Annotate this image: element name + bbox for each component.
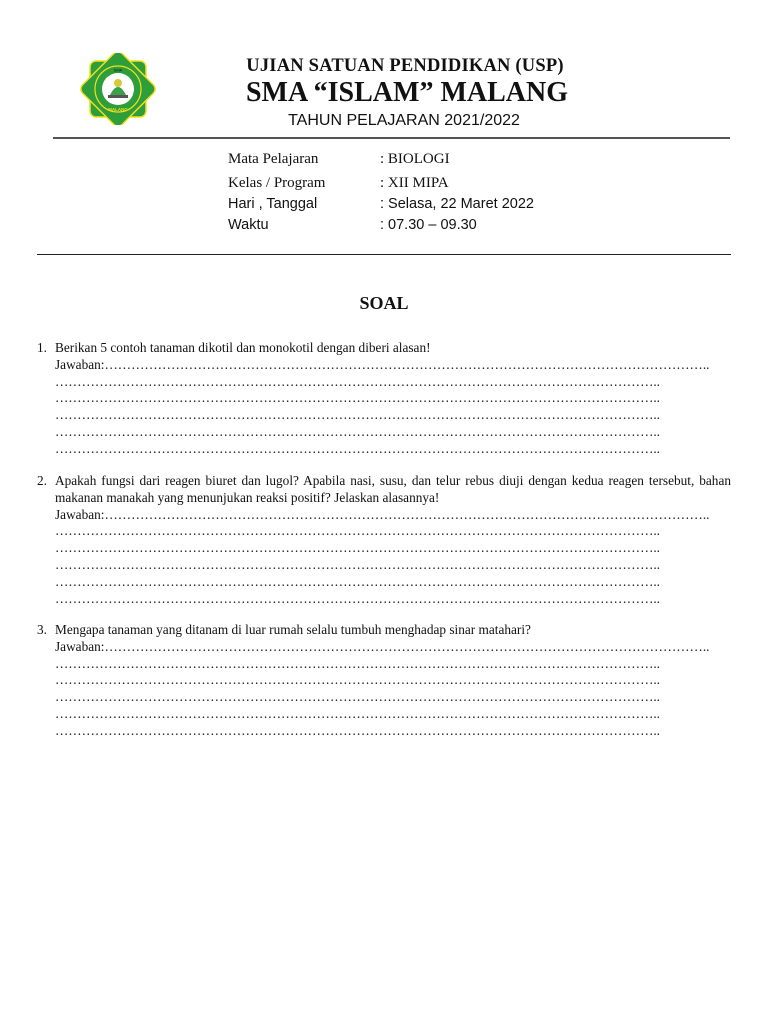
info-label: Hari , Tanggal (228, 196, 318, 212)
answer-line[interactable]: ……………………………………………………………………………………………………………………….. (55, 523, 661, 539)
answer-label: Jawaban: (55, 506, 105, 522)
question-number: 3. (37, 622, 47, 637)
info-row-time (228, 217, 477, 233)
school-name: SMA “ISLAM” MALANG (245, 77, 568, 108)
school-logo-icon (78, 53, 158, 125)
answer-label: Jawaban: (55, 356, 105, 372)
info-divider (37, 254, 731, 255)
info-row-class (228, 175, 449, 192)
info-label: Mata Pelajaran (228, 151, 319, 167)
academic-year: TAHUN PELAJARAN 2021/2022 (288, 112, 520, 129)
answer-label: Jawaban: (55, 638, 105, 654)
answer-line[interactable]: ……………………………………………………………………………………………………………………….. (55, 440, 661, 456)
question-text: Apakah fungsi dari reagen biuret dan lugol? Apabila nasi, susu, dan telur rebus diuji dengan kedua reagen tersebut, bahan makanan manakah yang menunjukan reaksi positif? Jelaskan alasannya! (55, 473, 731, 505)
info-value: : XII MIPA (380, 175, 449, 191)
answer-line[interactable]: ……………………………………………………………………………………………………………………….. (55, 540, 661, 556)
info-label: Kelas / Program (228, 175, 326, 191)
answer-line-first[interactable] (55, 639, 731, 656)
answer-line[interactable]: ……………………………………………………………………………………………………………………….. (55, 556, 661, 572)
answer-line-first[interactable] (55, 507, 731, 524)
answer-dots: ……………………………………………………………………………………………………………………….. (104, 638, 710, 654)
answer-dots: ……………………………………………………………………………………………………………………….. (104, 356, 710, 372)
exam-title: UJIAN SATUAN PENDIDIKAN (USP) (246, 56, 564, 76)
answer-line[interactable]: ……………………………………………………………………………………………………………………….. (55, 573, 661, 589)
logo-label-bottom: MALANG (108, 107, 128, 112)
info-row-date (228, 196, 534, 212)
question-number: 1. (37, 340, 47, 355)
section-title: SOAL (359, 293, 409, 313)
answer-line[interactable]: ……………………………………………………………………………………………………………………….. (55, 373, 661, 389)
answer-line[interactable]: ……………………………………………………………………………………………………………………….. (55, 390, 661, 406)
question-3 (37, 622, 731, 740)
answer-line[interactable]: ……………………………………………………………………………………………………………………….. (55, 689, 661, 705)
answer-line[interactable]: ……………………………………………………………………………………………………………………….. (55, 672, 661, 688)
info-label: Waktu (228, 217, 269, 233)
answer-line[interactable]: ……………………………………………………………………………………………………………………….. (55, 655, 661, 671)
answer-line[interactable]: ……………………………………………………………………………………………………………………….. (55, 722, 661, 738)
info-value: : Selasa, 22 Maret 2022 (380, 196, 534, 212)
header-divider (53, 137, 730, 139)
question-number: 2. (37, 473, 47, 488)
answer-line[interactable]: ……………………………………………………………………………………………………………………….. (55, 590, 661, 606)
info-row-subject (228, 151, 450, 168)
answer-line[interactable]: ……………………………………………………………………………………………………………………….. (55, 407, 661, 423)
question-text: Berikan 5 contoh tanaman dikotil dan monokotil dengan diberi alasan! (55, 340, 431, 355)
info-value: : 07.30 – 09.30 (380, 217, 477, 233)
logo-label-small: SMA (113, 67, 123, 73)
question-2 (37, 473, 731, 607)
info-value: : BIOLOGI (380, 151, 450, 167)
answer-line-first[interactable] (55, 357, 731, 374)
question-text: Mengapa tanaman yang ditanam di luar rumah selalu tumbuh menghadap sinar matahari? (55, 622, 531, 637)
answer-dots: ……………………………………………………………………………………………………………………….. (104, 506, 710, 522)
answer-line[interactable]: ……………………………………………………………………………………………………………………….. (55, 423, 661, 439)
question-1 (37, 340, 731, 458)
answer-line[interactable]: ……………………………………………………………………………………………………………………….. (55, 705, 661, 721)
